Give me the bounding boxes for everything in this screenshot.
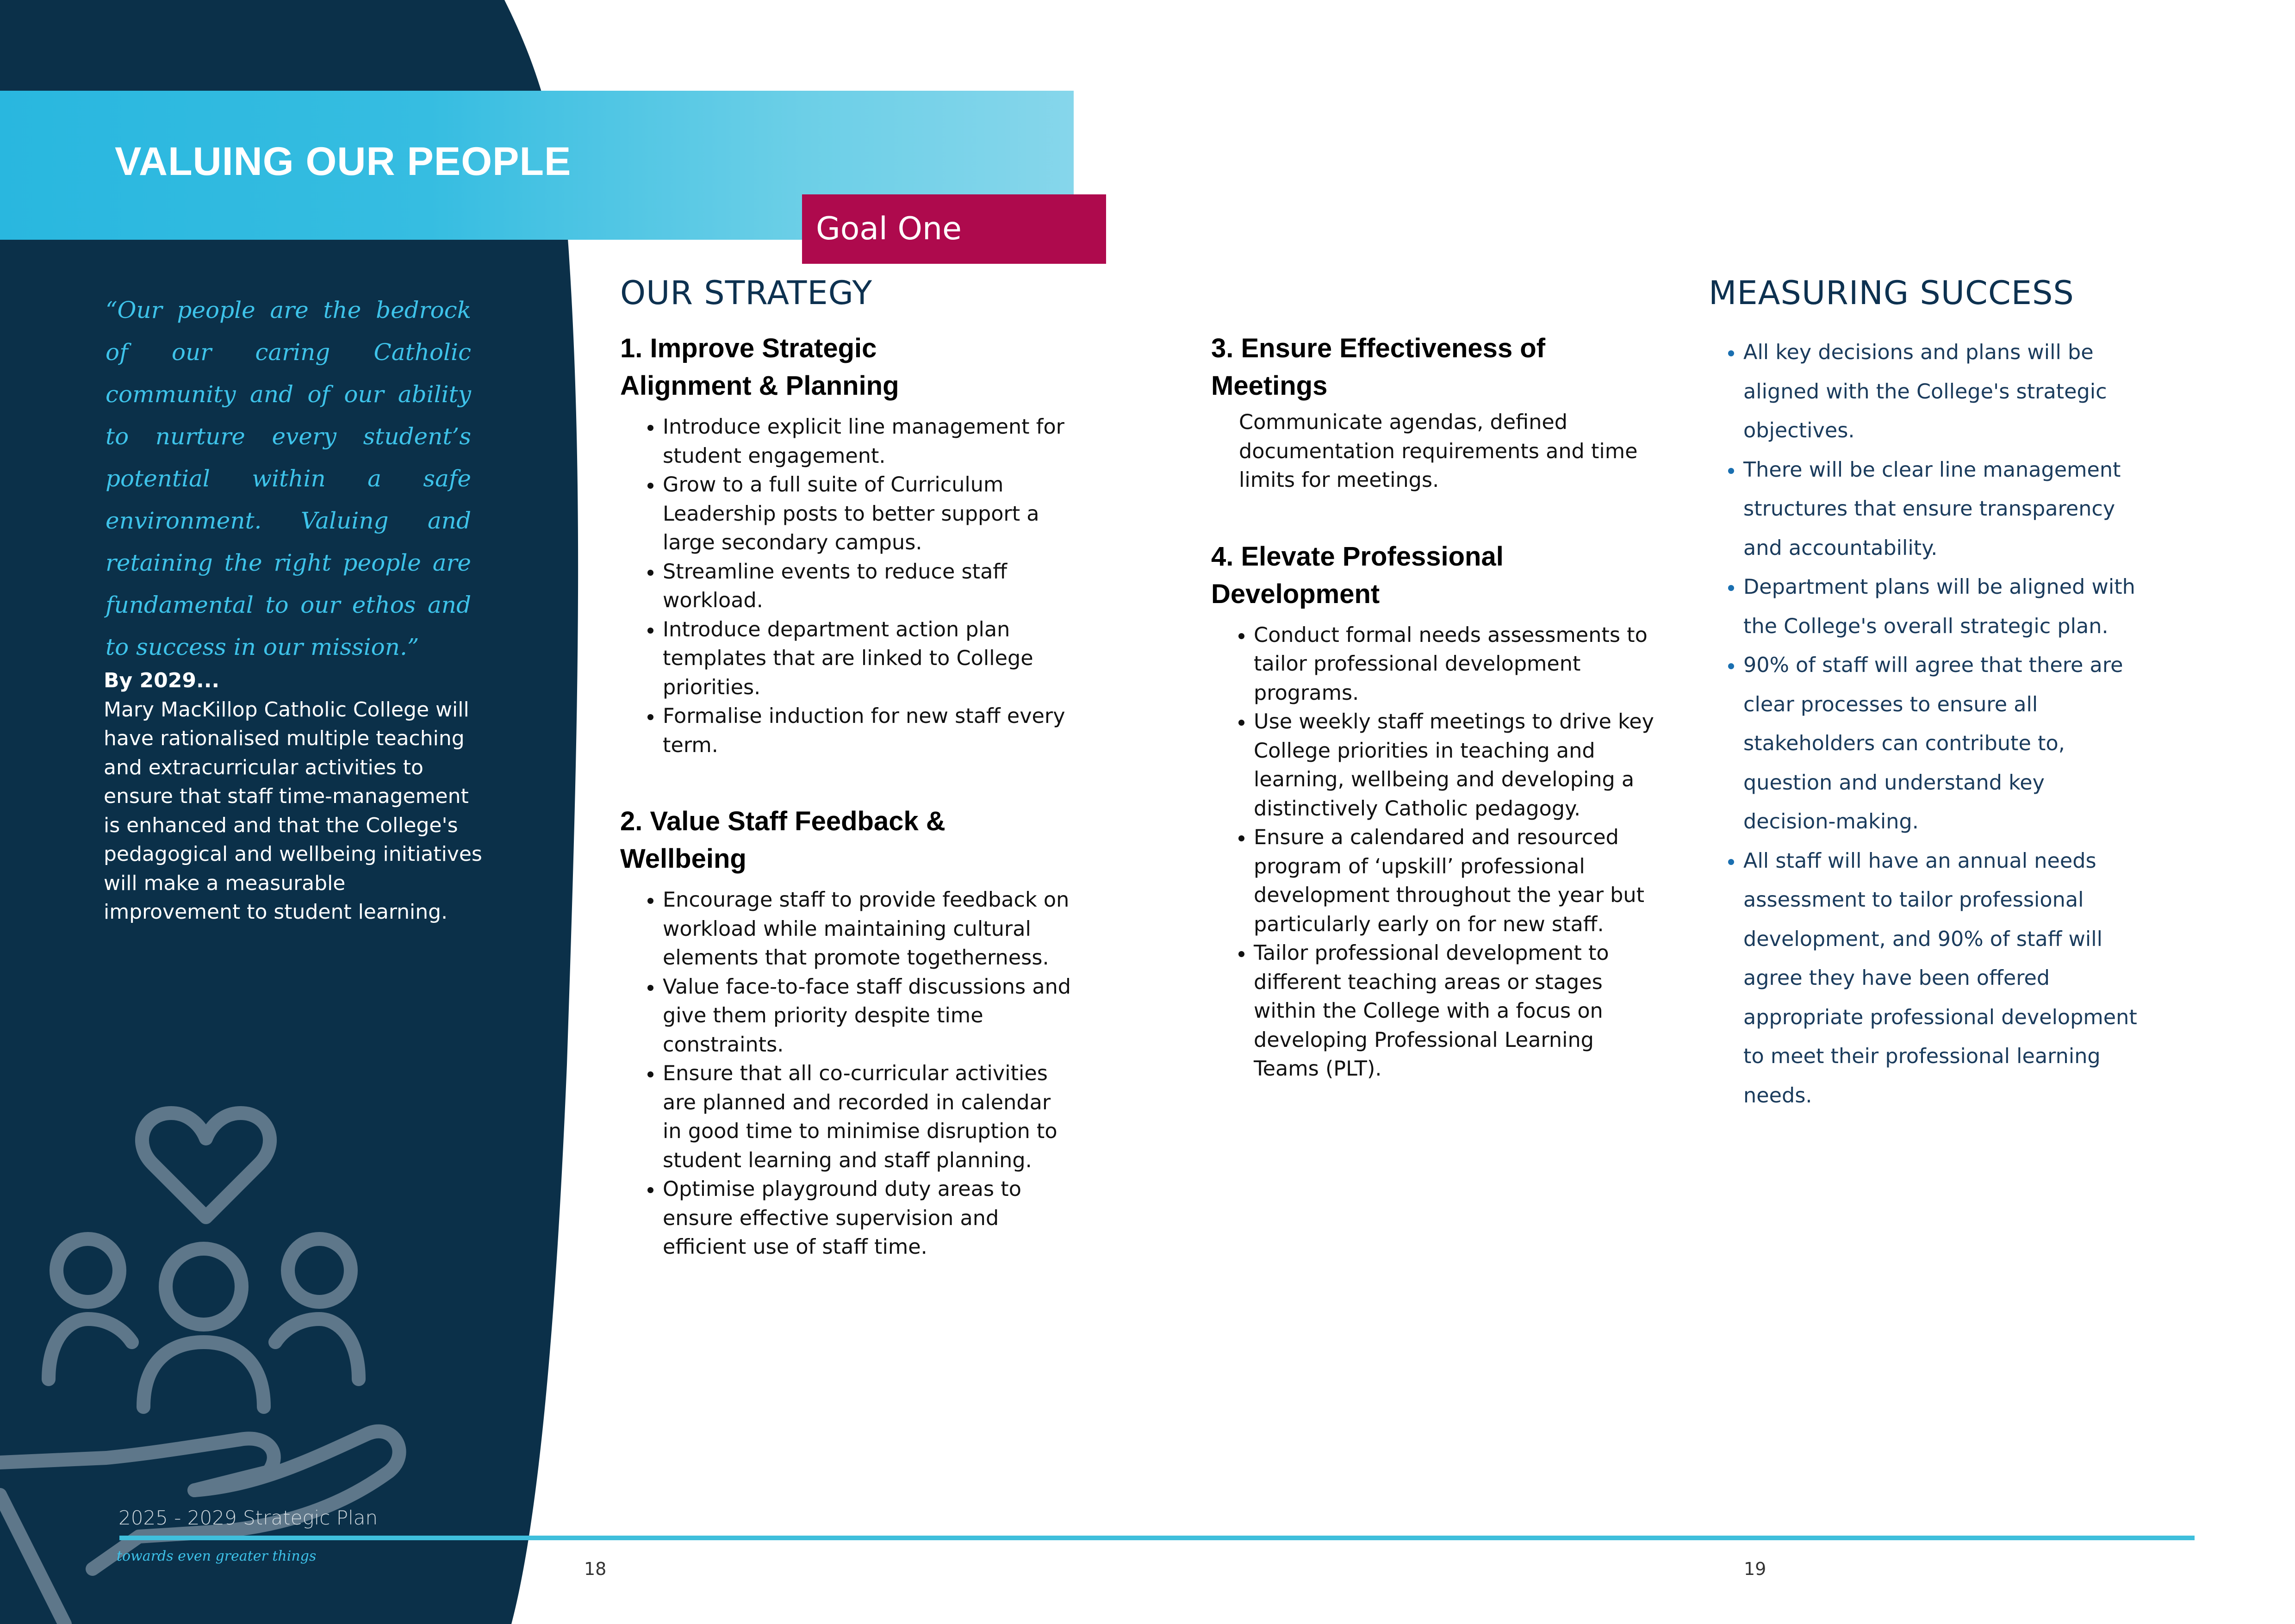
strategy-3-title-line1: 3. Ensure Effectiveness of [1211,333,1546,363]
strategy-2-title [620,803,1074,877]
page-number-right: 19 [1744,1559,1766,1579]
strategy-1-title [620,330,1074,404]
by-2029-body: Mary MacKillop Catholic College will have rationalised multiple teaching and extracurricular activities to ensure that staff time-management is enhanced and that the College's pedagogical and wellbeing initiatives will make a measurable improvement to student learning. [104,697,482,924]
strategy-4-title [1211,538,1655,613]
list-item: • Introduce department action plan templates that are linked to College priorities. [663,616,1074,703]
list-item: • Conduct formal needs assessments to tailor professional development programs. [1254,621,1655,708]
success-heading: MEASURING SUCCESS [1709,274,2074,312]
strategy-2-title-line1: 2. Value Staff Feedback & [620,806,945,836]
list-item: • Ensure that all co-curricular activities are planned and recorded in calendar in good time to minimise disruption to student learning and staff planning. [663,1059,1074,1175]
page-number-left: 18 [584,1559,607,1579]
strategy-2-title-line2: Wellbeing [620,844,746,874]
list-item: • Optimise playground duty areas to ensure effective supervision and efficient use of staff time. [663,1175,1074,1262]
list-item: • Streamline events to reduce staff workload. [663,558,1074,616]
list-item: • Value face-to-face staff discussions and give them priority despite time constraints. [663,973,1074,1060]
list-item: • Ensure a calendared and resourced program of ‘upskill’ professional development throughout the year but particularly early on for new staff. [1254,823,1655,939]
list-item: • All key decisions and plans will be aligned with the College's strategic objectives. [1743,333,2139,451]
list-item: • Tailor professional development to different teaching areas or stages within the College with a focus on developing Professional Learning Teams (PLT). [1254,939,1655,1084]
strategy-3-text: Communicate agendas, defined documentation requirements and time limits for meetings. [1239,411,1638,492]
list-item: • Department plans will be aligned with the College's overall strategic plan. [1743,568,2139,646]
by-2029-lead: By 2029... [104,669,220,692]
strategy-1-title-line2: Alignment & Planning [620,371,899,401]
list-item: • 90% of staff will agree that there are clear processes to ensure all stakeholders can contribute to, question and understand key decision-making. [1743,646,2139,842]
footer-divider [119,1536,2195,1540]
people-in-hand-icon [0,1101,463,1624]
strategy-3-title-line2: Meetings [1211,371,1328,401]
strategy-3-title [1211,330,1655,404]
footer-plan-title: 2025 - 2029 Strategic Plan [118,1506,378,1529]
strategy-4-title-line2: Development [1211,579,1380,609]
footer-tagline: towards even greater things [117,1548,317,1564]
list-item: • Use weekly staff meetings to drive key College priorities in teaching and learning, wellbeing and developing a distinctively Catholic pedagogy. [1254,708,1655,823]
strategy-1-list [620,413,1074,760]
list-item: • Grow to a full suite of Curriculum Leadership posts to better support a large secondary campus. [663,471,1074,558]
strategy-heading: OUR STRATEGY [620,274,873,312]
strategy-column-right [1211,330,1655,1084]
mission-quote: “Our people are the bedrock of our caring Catholic community and of our ability to nurture every student’s potential within a safe environment. Valuing and retaining the right people are fundamental to our ethos and to success in our mission.” [106,297,471,660]
strategy-4-title-line1: 4. Elevate Professional [1211,541,1504,572]
list-item: • Introduce explicit line management for student engagement. [663,413,1074,471]
list-item: • There will be clear line management structures that ensure transparency and accountability. [1743,451,2139,568]
goal-tab: Goal One [802,194,1106,264]
success-list [1709,333,2139,1115]
strategy-4-list [1211,621,1655,1084]
list-item: • All staff will have an annual needs assessment to tailor professional development, and 90% of staff will agree they have been offered appropriate professional development to meet their professional learning needs. [1743,842,2139,1116]
success-column [1709,333,2139,1115]
list-item: • Encourage staff to provide feedback on workload while maintaining cultural elements that promote togetherness. [663,886,1074,973]
strategy-1-title-line1: 1. Improve Strategic [620,333,877,363]
by-2029-statement [104,666,483,927]
page-title: VALUING OUR PEOPLE [115,139,572,184]
list-item: • Formalise induction for new staff every term. [663,702,1074,760]
strategy-2-list [620,886,1074,1262]
strategy-column-left [620,330,1074,1262]
